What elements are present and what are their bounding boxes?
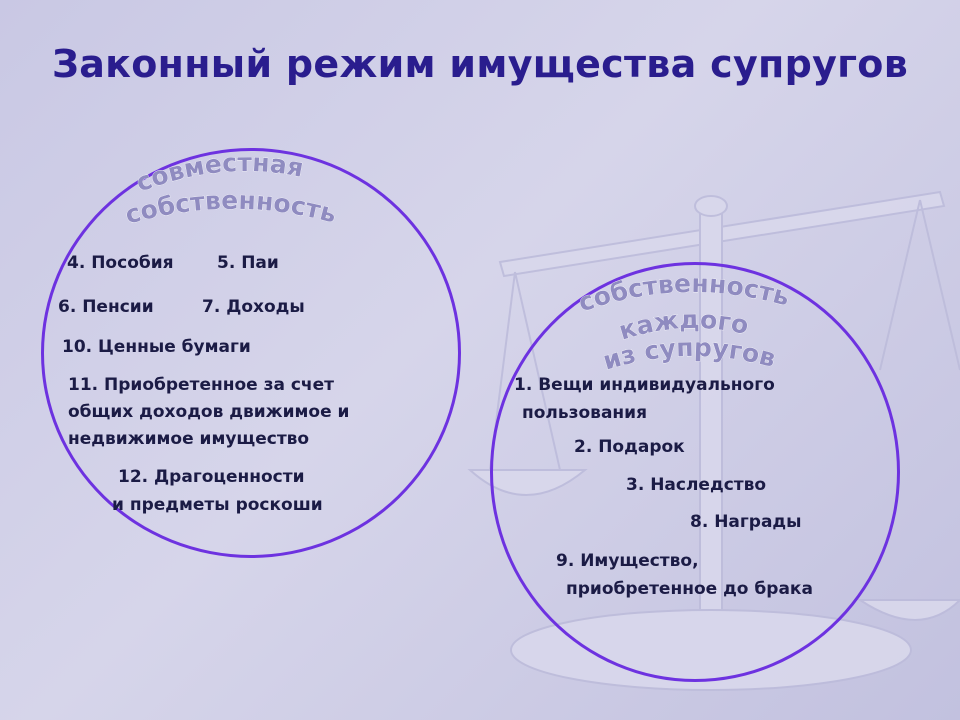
separate-item-personal-line1: 1. Вещи индивидуального [514,375,775,395]
joint-item-shares: 5. Паи [217,253,279,273]
separate-heading-line2: каждого [615,304,752,346]
separate-item-gift: 2. Подарок [574,437,685,457]
separate-heading-line3: из супругов [599,332,779,376]
joint-item-jewelry-line1: 12. Драгоценности [118,467,305,487]
page-title: Законный режим имущества супругов [51,42,909,86]
separate-item-premarital-line1: 9. Имущество, [556,551,699,571]
joint-item-pensions: 6. Пенсии [58,297,154,317]
joint-item-acquired-line1: 11. Приобретенное за счет [68,375,334,395]
joint-item-securities: 10. Ценные бумаги [62,337,251,357]
joint-item-income: 7. Доходы [202,297,305,317]
separate-heading-line1: собственность [574,268,793,318]
joint-item-jewelry-line2: и предметы роскоши [112,495,323,515]
joint-heading-line2: собственность [122,185,340,230]
joint-item-benefits: 4. Пособия [67,253,174,273]
separate-item-awards: 8. Награды [690,512,802,532]
separate-item-inheritance: 3. Наследство [626,475,767,495]
joint-heading-line1: совместная [132,147,306,198]
joint-item-acquired-line2: общих доходов движимое и [68,402,350,422]
separate-item-premarital-line2: приобретенное до брака [566,579,813,599]
separate-item-personal-line2: пользования [522,403,647,423]
joint-item-acquired-line3: недвижимое имущество [68,429,310,449]
